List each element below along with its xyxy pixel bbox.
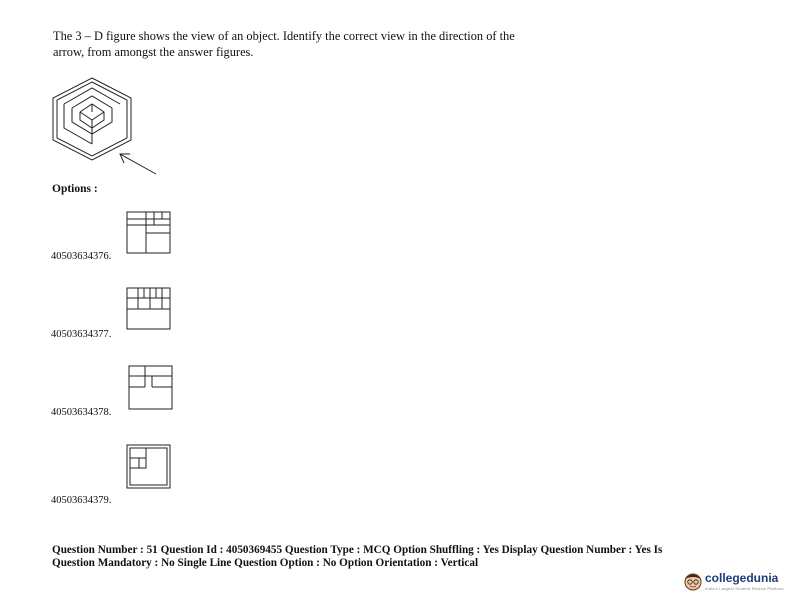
question-metadata bbox=[52, 544, 702, 570]
option-1-figure[interactable] bbox=[126, 211, 172, 255]
question-line-2: arrow, from amongst the answer figures. bbox=[53, 45, 254, 59]
logo-text: collegedunia bbox=[705, 571, 779, 585]
metadata-line-2: Question Mandatory : No Single Line Question Option : No Option Orientation : Vertical bbox=[52, 557, 479, 569]
option-2-id: 40503634377. bbox=[51, 329, 112, 340]
mascot-icon bbox=[682, 570, 704, 592]
option-3-id: 40503634378. bbox=[51, 407, 112, 418]
direction-arrow bbox=[116, 150, 160, 178]
question-line-1: The 3 – D figure shows the view of an object. Identify the correct view in the direction of the bbox=[53, 29, 515, 43]
collegedunia-logo bbox=[680, 566, 790, 598]
option-4-figure[interactable] bbox=[126, 444, 172, 490]
option-2-figure[interactable] bbox=[126, 287, 172, 331]
option-4-id: 40503634379. bbox=[51, 495, 112, 506]
options-label: Options : bbox=[52, 183, 98, 195]
metadata-line-1: Question Number : 51 Question Id : 4050369455 Question Type : MCQ Option Shuffling : Yes Display Question Number : Yes Is bbox=[52, 544, 663, 556]
option-1-id: 40503634376. bbox=[51, 251, 112, 262]
logo-tagline: India's Largest Student Review Platform bbox=[705, 586, 784, 591]
option-3-figure[interactable] bbox=[128, 365, 174, 411]
question-text bbox=[53, 28, 613, 60]
